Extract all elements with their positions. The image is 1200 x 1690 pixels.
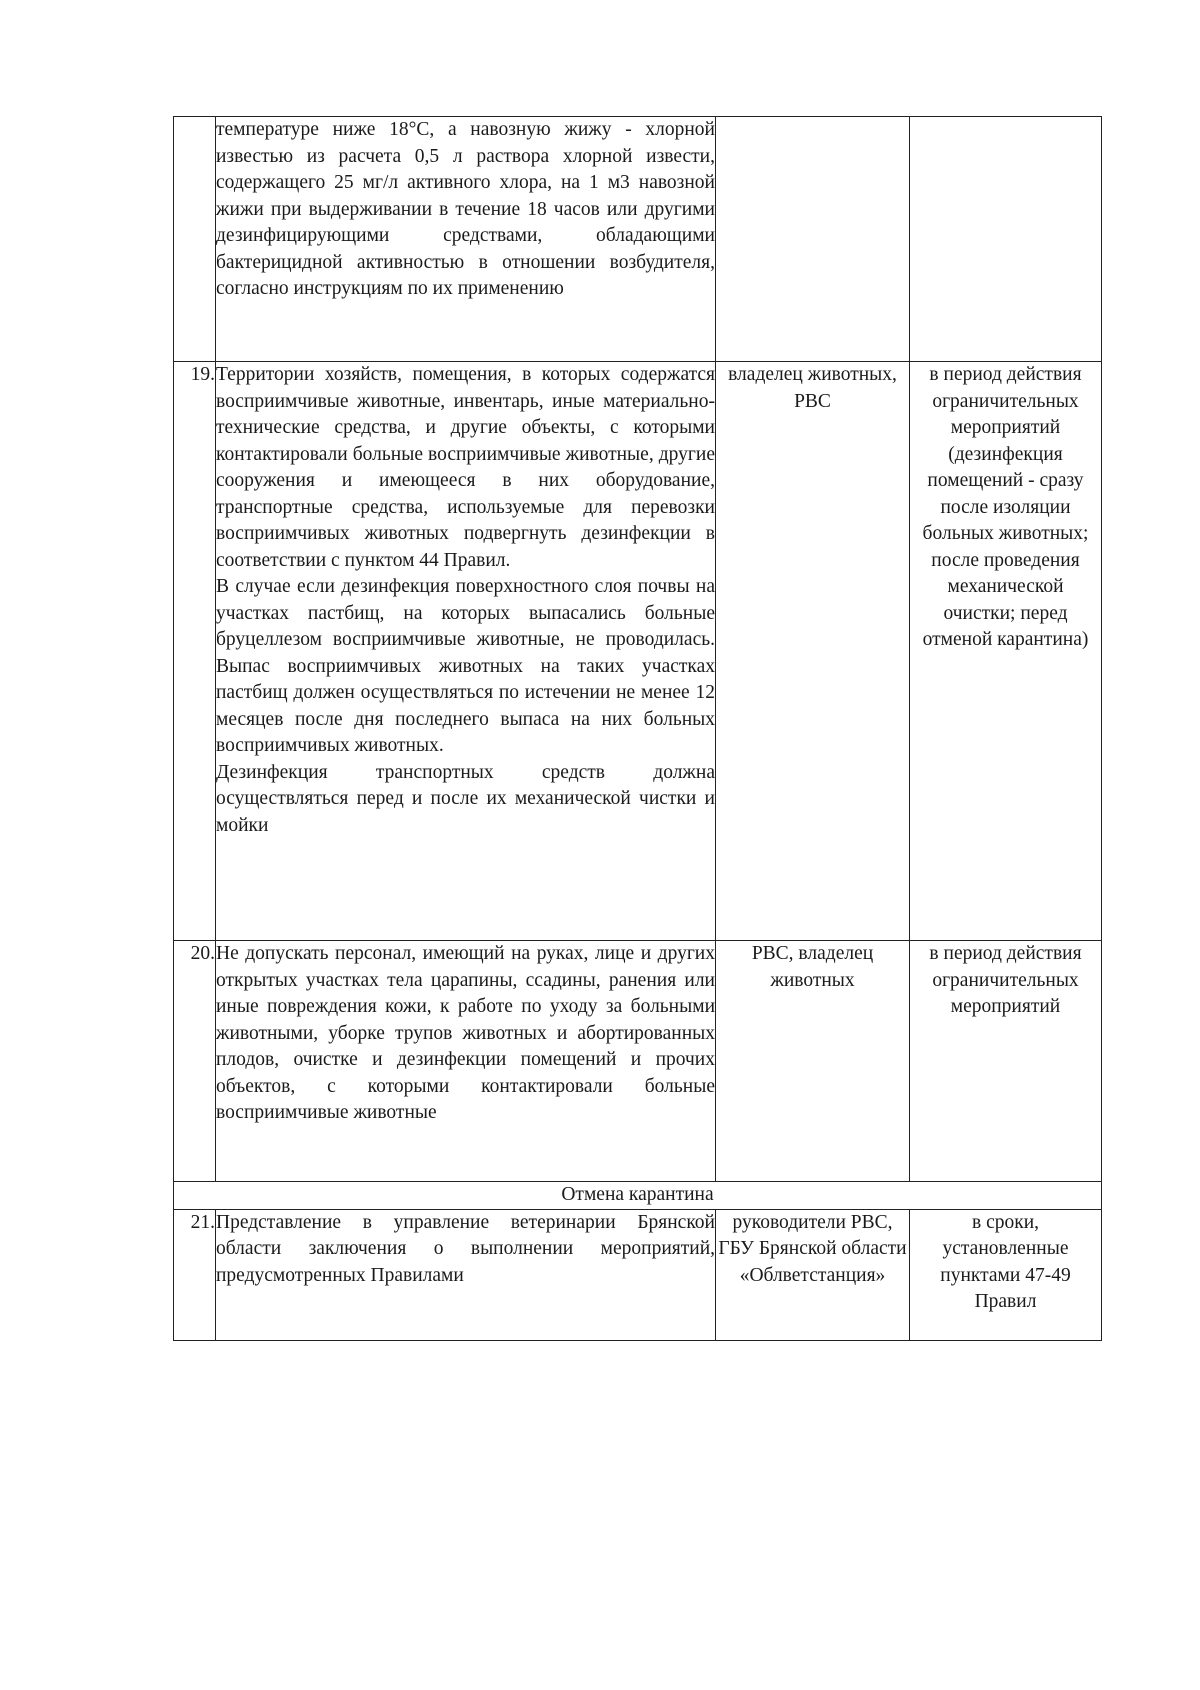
section-title: Отмена карантина (174, 1182, 1102, 1210)
measure-paragraph: Дезинфекция транспортных средств должна осуществляться перед и после их механической чистки и мойки (216, 761, 715, 836)
measure-text (216, 117, 716, 362)
measures-table (173, 116, 1102, 1341)
row-number (174, 117, 216, 362)
section-row (174, 1182, 1102, 1210)
responsible-cell: РВС, владелец животных (716, 941, 910, 1182)
row-number: 21. (174, 1209, 216, 1340)
measure-paragraph: температуре ниже 18°С, а навозную жижу - хлорной известью из расчета 0,5 л раствора хлорной извести, содержащего 25 мг/л активного хлора, на 1 м3 навозной жижи при выдерживании в течение 18 часов или другими дезинфицирующими средствами, обладающими бактерицидной активностью в отношении возбудителя, согласно инструкциям по их применению (216, 119, 715, 299)
responsible-cell: владелец животных, РВС (716, 362, 910, 941)
term-cell: в период действия ограничительных мероприятий (910, 941, 1102, 1182)
term-cell: в сроки, установленные пунктами 47-49 Правил (910, 1209, 1102, 1340)
measure-paragraph: Представление в управление ветеринарии Брянской области заключения о выполнении мероприятий, предусмотренных Правилами (216, 1211, 715, 1286)
row-number: 20. (174, 941, 216, 1182)
table-row (174, 1209, 1102, 1340)
measure-text (216, 362, 716, 941)
measure-paragraph: Не допускать персонал, имеющий на руках, лице и других открытых участках тела царапины, ссадины, ранения или иные повреждения кожи, к работе по уходу за больными животными, уборке трупов животных и абортированных плодов, очистке и дезинфекции помещений и прочих объектов, с которыми контактировали больные восприимчивые животные (216, 943, 715, 1123)
row-number: 19. (174, 362, 216, 941)
table-row (174, 941, 1102, 1182)
table-row (174, 117, 1102, 362)
responsible-cell: руководители РВС, ГБУ Брянской области «Облветстанция» (716, 1209, 910, 1340)
term-cell (910, 117, 1102, 362)
term-cell: в период действия ограничительных мероприятий (дезинфекция помещений - сразу после изоляции больных животных; после проведения механической очистки; перед отменой карантина) (910, 362, 1102, 941)
table-row (174, 362, 1102, 941)
measure-text (216, 941, 716, 1182)
responsible-cell (716, 117, 910, 362)
measure-paragraph: В случае если дезинфекция поверхностного слоя почвы на участках пастбищ, на которых выпасались больные бруцеллезом восприимчивые животные, не проводилась. Выпас восприимчивых животных на таких участках пастбищ должен осуществляться по истечении не менее 12 месяцев после дня последнего выпаса на них больных восприимчивых животных. (216, 576, 715, 756)
measure-text (216, 1209, 716, 1340)
measure-paragraph: Территории хозяйств, помещения, в которых содержатся восприимчивые животные, инвентарь, иные материально-технические средства, и другие объекты, с которыми контактировали больные восприимчивые животные, другие сооружения и имеющееся в них оборудование, транспортные средства, используемые для перевозки восприимчивых животных подвергнуть дезинфекции в соответствии с пунктом 44 Правил. (216, 364, 715, 571)
